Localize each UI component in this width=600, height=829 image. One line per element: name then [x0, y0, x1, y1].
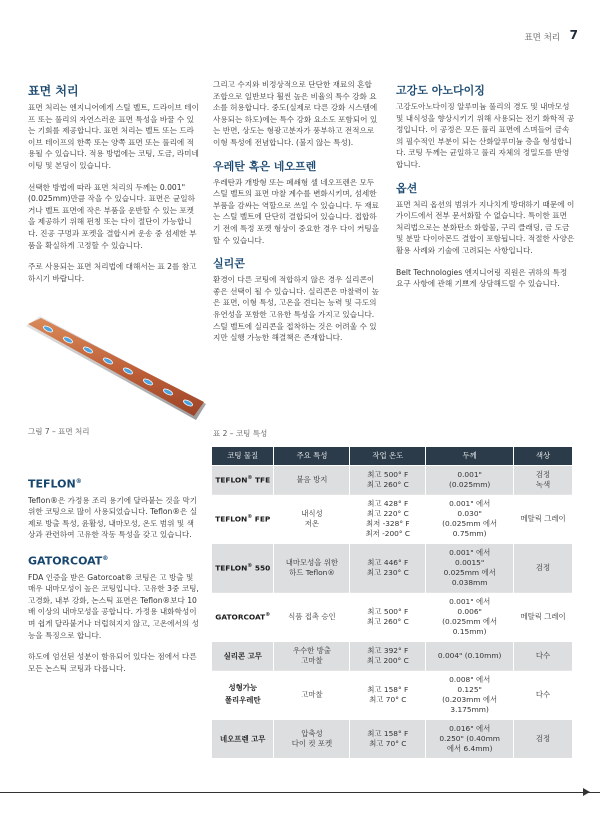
heading-urethane: 우레탄 혹은 네오프렌 [213, 159, 317, 173]
table-cell-property: 고마찰 [274, 670, 350, 719]
table-cell-coating: 네오프렌 고무 [212, 719, 274, 758]
paragraph: 표면 처리 옵션의 범위가 지나치게 방대하기 때문에 이 가이드에서 전부 문서화할 수 없습니다. 특이한 표면 처리법으로는 분화탄소 화합물, 구리 클래딩, 금 도금 및 분말 다이아몬드 결합이 포함됩니다. 적절한 사양은 활용 사례와 기술에 고려되는 사항입니다. [396, 199, 575, 255]
table-caption: 표 2 – 코팅 특성 [213, 429, 268, 438]
table-cell-temp: 최고 158° F 최고 70° C [350, 670, 426, 719]
heading-silicone: 실리콘 [213, 257, 245, 271]
column-header: 작업 온도 [350, 447, 426, 465]
table-cell-temp: 최고 392° F 최고 200° C [350, 641, 426, 670]
heading-surface-treatment: 표면 처리 [28, 84, 79, 98]
table-cell-temp: 최고 500° F 최고 260° C [350, 465, 426, 494]
column-header: 주요 특성 [274, 447, 350, 465]
table-cell-color: 다수 [514, 670, 573, 719]
table-cell-temp: 최고 428° F 최고 220° C 최저 -328° F 최저 -200° C [350, 494, 426, 543]
paragraph: 하도에 엄선된 성분이 함유되어 있다는 점에서 다른 모든 논스틱 코팅과 다릅니다. [28, 652, 197, 673]
header-section-label: 표면 처리 [524, 33, 560, 43]
table-cell-thickness: 0.016" 에서 0.250" (0.40mm 에서 6.4mm) [426, 719, 514, 758]
paragraph: Teflon®은 가정용 조리 용기에 달라붙는 것을 막기 위한 코팅으로 많이 사용되었습니다. Teflon®은 실제로 방출 특성, 윤활성, 내마모성, 온도 범위 및 색상과 관련하여 고유한 작동 특성을 갖고 있습니다. [28, 495, 198, 540]
table-cell-color: 메탈릭 그레이 [514, 494, 573, 543]
table-header-row [212, 447, 573, 465]
heading-anodizing: 고강도 아노다이징 [396, 84, 485, 97]
figure-coated-belt-image [26, 312, 206, 422]
paragraph: 고강도아노다이징 알루미늄 풀리의 경도 및 내마모성 및 내식성을 향상시키기 위해 사용되는 전기 화학적 공정입니다. 이 공정은 모든 풀리 표면에 스며들어 금속의 필수적인 부분이 되는 산화알루미늄 층을 형성합니다. 코팅 두께는 균일하고 풀리 자체의 정밀도를 반영합니다. [396, 102, 575, 169]
table-cell-temp: 최고 158° F 최고 70° C [350, 719, 426, 758]
table-cell-temp: 최고 446° F 최고 230° C [350, 543, 426, 592]
column-header: 코팅 물질 [212, 447, 274, 465]
table-cell-color: 검정 [514, 543, 573, 592]
table-cell-coating: 성형가능 폴리우레탄 [212, 670, 274, 719]
table-row [212, 494, 573, 543]
table-cell-color: 다수 [514, 641, 573, 670]
table-row [212, 543, 573, 592]
table-cell-color: 검정 녹색 [514, 465, 573, 494]
paragraph: 환경이 다른 코팅에 적합하지 않은 경우 실리콘이 좋은 선택이 될 수 있습니다. 실리콘은 마찰력이 높은 표면, 이형 특성, 고온을 견디는 능력 및 극도의 유연성을 포함한 고유한 특성을 가지고 있습니다. 스틸 벨트에 실리콘을 접착하는 것은 어려울 수 있지만 실행 가능한 해결책은 존재합니다. [213, 275, 380, 343]
figure-caption: 그림 7 – 표면 처리 [28, 427, 90, 436]
heading-teflon: TEFLON® [28, 477, 82, 491]
table-cell-coating: TEFLON® FEP [212, 494, 274, 543]
table-cell-coating: GATORCOAT® [212, 592, 274, 641]
paragraph: Belt Technologies 엔지니어링 직원은 귀하의 특정 요구 사항에 관해 기쁘게 상담해드릴 수 있습니다. [396, 267, 568, 289]
column-teflon-gatorcoat [28, 470, 200, 684]
paragraph: 표면 처리는 엔지니어에게 스틸 벨트, 드라이브 테이프 또는 풀리의 자연스러운 표면 특성을 바꿀 수 있는 기회를 제공합니다. 표면 처리는 벨트 또는 드라이브 테이프의 한쪽 또는 양쪽 표면 또는 풀리에 적용될 수 있습니다. 적용 방법에는 코팅, 도금, 라미네이팅 및 본딩이 있습니다. [28, 103, 199, 170]
paragraph: 주로 사용되는 표면 처리법에 대해서는 표 2를 참고하시기 바랍니다. [28, 262, 197, 283]
column-header: 색상 [514, 447, 573, 465]
column-header: 두께 [426, 447, 514, 465]
table-cell-thickness: 0.001" 에서 0.030" (0.025mm 에서 0.75mm) [426, 494, 514, 543]
paragraph: FDA 인증을 받은 Gatorcoat® 코팅은 고 방출 및 매우 내마모성이 높은 코팅입니다. 고유한 3중 코팅, 고경화, 내부 강화, 논스틱 표면은 Teflon®보다 10배 이상의 내마모성을 공합니다. 가정용 내화학성이며 쉽게 달라붙거나 더럽혀지지 않고, 고온에서의 성능을 특징으로 합니다. [28, 572, 199, 640]
paragraph: 그리고 수지와 비정상적으로 단단한 재료의 혼합 조합으로 일반보다 훨씬 높은 비율의 특수 강화 요소를 허용합니다. 중도(실제로 다른 강화 시스템에 사용되는 하도)에는 특수 강화 요소도 포함되어 있는 반면, 상도는 형광고분자가 풍부하고 전적으로 이형 특성에 전념합니다. (불지 않는 특성). [213, 80, 378, 147]
table-row [212, 592, 573, 641]
column-surface-treatment [28, 79, 200, 294]
table-cell-coating: TEFLON® 550 [212, 543, 274, 592]
table-cell-property: 우수한 방출 고마찰 [274, 641, 350, 670]
column-urethane-silicone [213, 79, 381, 354]
table-cell-color: 검정 [514, 719, 573, 758]
table-row [212, 670, 573, 719]
paragraph: 선택한 방법에 따라 표면 처리의 두께는 0.001"(0.025mm)만큼 작을 수 있습니다. 표면은 균일하거나 벨트 표면에 작은 부품을 운반할 수 있는 포켓을 제공하기 위해 펀칭 또는 다이 절단이 가능합니다. 진공 구멍과 포켓을 결합시켜 운송 중 섬세한 부품을 확실하게 고정할 수 있습니다. [28, 182, 197, 250]
table-cell-coating: 실리콘 고무 [212, 641, 274, 670]
page-number: 7 [569, 28, 578, 42]
column-anodizing-options [396, 79, 576, 300]
paragraph: 우레탄과 개방형 또는 폐쇄형 셀 네오프렌은 모두 스틸 벨트의 표면 마찰 계수를 변화시키며, 섬세한 부품을 감싸는 역할으로 쓰일 수 있습니다. 두 재료는 스틸 벨트에 단단히 결합되어 있습니다. 접합하기 전에 특정 포켓 형상이 중요한 경우 다이 커팅을 할 수 있습니다. [213, 177, 380, 245]
table-cell-temp: 최고 500° F 최고 260° C [350, 592, 426, 641]
coating-properties-table [212, 447, 573, 758]
table-cell-thickness: 0.001" (0.025mm) [426, 465, 514, 494]
table-row [212, 641, 573, 670]
table-cell-property: 식품 접촉 승인 [274, 592, 350, 641]
table-cell-property: 붙음 방지 [274, 465, 350, 494]
table-cell-property: 압축성 다이 컷 포켓 [274, 719, 350, 758]
heading-options: 옵션 [396, 181, 418, 195]
table-row [212, 465, 573, 494]
table-cell-thickness: 0.008" 에서 0.125" (0.203mm 에서 3.175mm) [426, 670, 514, 719]
table-cell-thickness: 0.004" (0.10mm) [426, 641, 514, 670]
footer-rule [0, 792, 600, 793]
table-cell-property: 내마모성을 위한 하드 Teflon® [274, 543, 350, 592]
table-cell-color: 메탈릭 그레이 [514, 592, 573, 641]
arrow-right-icon [583, 788, 590, 796]
table-cell-thickness: 0.001" 에서 0.0015" 0.025mm 에서 0.038mm [426, 543, 514, 592]
table-cell-property: 내식성 저온 [274, 494, 350, 543]
table-cell-thickness: 0.001" 에서 0.006" (0.025mm 에서 0.15mm) [426, 592, 514, 641]
table-row [212, 719, 573, 758]
heading-gatorcoat: GATORCOAT® [28, 554, 109, 568]
table-cell-coating: TEFLON® TFE [212, 465, 274, 494]
